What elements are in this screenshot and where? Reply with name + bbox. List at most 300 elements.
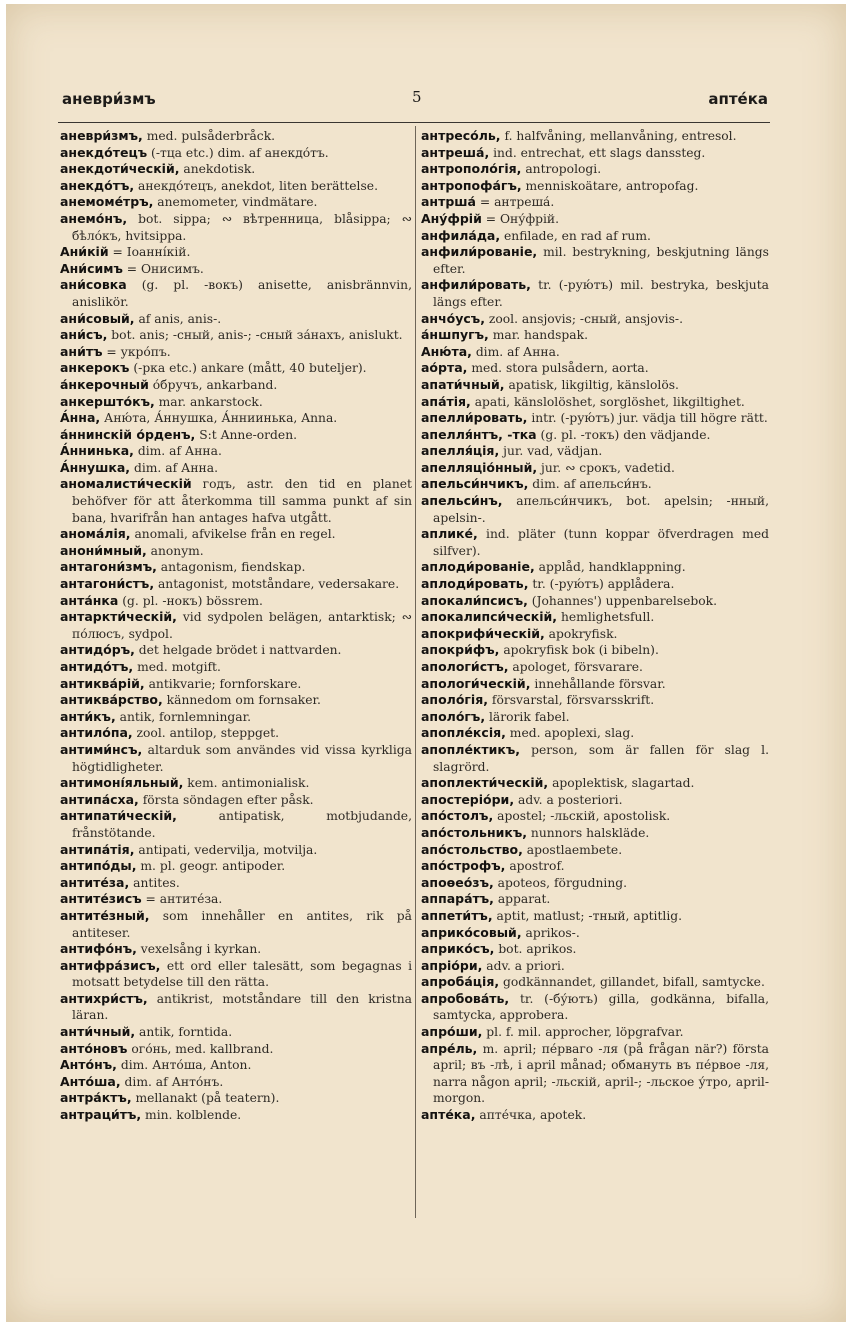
entry-definition: lärorik fabel. — [485, 709, 570, 724]
dictionary-entry — [60, 1074, 412, 1091]
dictionary-entry — [60, 194, 412, 211]
entry-headword: апопле́ктикъ, — [421, 741, 521, 757]
dictionary-entry — [60, 1057, 412, 1074]
entry-definition: (Johannes') uppenbarelsebok. — [527, 593, 718, 608]
dictionary-entry — [60, 394, 412, 411]
entry-definition: antipatisk, motbjudande, frånstötande. — [72, 809, 412, 840]
dictionary-entry — [421, 891, 769, 908]
entry-definition: första söndagen efter påsk. — [138, 792, 314, 807]
entry-headword: антиква́рій, — [60, 675, 145, 691]
entry-headword: антими́нсъ, — [60, 741, 143, 757]
entry-headword: апо́строфъ, — [421, 858, 506, 874]
entry-headword: анфили́рованіе, — [421, 244, 538, 260]
dictionary-entry — [421, 559, 769, 576]
entry-definition: antropologi. — [521, 162, 602, 177]
entry-headword: апроба́ція, — [421, 974, 500, 990]
entry-headword: апокри́фъ, — [421, 642, 500, 658]
entry-definition: годъ, astr. den tid en planet behöfver för att återkomma till samma punkt af sin bana, hvarifrån han antages hafva utgått. — [72, 477, 412, 525]
dictionary-entry — [60, 676, 412, 693]
entry-headword: апельси́нчикъ, — [421, 476, 529, 492]
entry-headword: антите́за, — [60, 874, 130, 890]
entry-headword: анони́мный, — [60, 542, 147, 558]
right-column — [421, 128, 769, 1124]
dictionary-entry — [60, 808, 412, 841]
entry-headword: ани́совка — [60, 277, 127, 293]
entry-definition: = Онисимъ. — [122, 261, 204, 276]
entry-headword: апріо́ри, — [421, 957, 483, 973]
entry-definition: tr. (-рую́тъ) mil. bestryka, beskjuta längs efter. — [433, 278, 769, 309]
entry-headword: аневри́змъ, — [60, 128, 143, 143]
entry-definition: antagonist, motståndare, vedersakare. — [154, 577, 400, 592]
entry-headword: антипати́ческій, — [60, 808, 177, 824]
entry-headword: антипа́сха, — [60, 791, 139, 807]
entry-headword: апо́столъ, — [421, 808, 494, 824]
entry-headword: апо́стольникъ, — [421, 824, 527, 840]
entry-definition: antites. — [129, 875, 180, 890]
dictionary-entry — [421, 825, 769, 842]
entry-definition: (-тца etc.) dim. af анекдо́тъ. — [147, 145, 329, 160]
dictionary-entry — [421, 194, 769, 211]
entry-headword: антите́зный, — [60, 907, 150, 923]
dictionary-entry — [421, 659, 769, 676]
entry-headword: антаркти́ческій, — [60, 609, 177, 625]
entry-headword: апелли́ровать, — [421, 410, 528, 426]
entry-definition: min. kolblende. — [141, 1108, 242, 1123]
dictionary-entry — [60, 427, 412, 444]
entry-headword: А́ннушка, — [60, 459, 131, 475]
dictionary-entry — [421, 410, 769, 427]
dictionary-entry — [421, 178, 769, 195]
dictionary-entry — [421, 742, 769, 775]
dictionary-entry — [60, 891, 412, 908]
entry-headword: апокалипси́ческій, — [421, 609, 558, 625]
dictionary-entry — [60, 476, 412, 526]
dictionary-entry — [421, 311, 769, 328]
entry-definition: godkännandet, gillandet, bifall, samtycke. — [499, 975, 765, 990]
entry-headword: антрша́ — [421, 194, 476, 210]
entry-definition: = антите́за. — [141, 892, 223, 907]
dictionary-entry — [421, 725, 769, 742]
entry-headword: ани́тъ — [60, 343, 103, 359]
dictionary-entry — [60, 692, 412, 709]
dictionary-entry — [421, 775, 769, 792]
entry-headword: Ани́кій — [60, 244, 109, 260]
entry-headword: апологи́стъ, — [421, 659, 509, 674]
dictionary-entry — [60, 775, 412, 792]
entry-definition: dim. af апельси́нъ. — [528, 477, 652, 492]
dictionary-entry — [421, 958, 769, 975]
entry-definition: ого́нь, med. kallbrand. — [127, 1041, 274, 1056]
page-header — [62, 90, 768, 114]
dictionary-entry — [421, 642, 769, 659]
entry-definition: antik, fornlemningar. — [115, 709, 252, 724]
dictionary-entry — [421, 576, 769, 593]
entry-headword: ани́совый, — [60, 310, 135, 326]
entry-definition: intr. (-рую́тъ) jur. vädja till högre rätt. — [527, 411, 768, 426]
entry-definition: apostlaembete. — [522, 842, 623, 857]
entry-definition: med. motgift. — [133, 660, 221, 674]
entry-headword: анкершто́къ, — [60, 393, 155, 409]
entry-definition: antipati, vedervilja, motvilja. — [134, 842, 318, 857]
entry-definition: kännedom om fornsaker. — [162, 693, 321, 708]
dictionary-entry — [421, 692, 769, 709]
entry-definition: apokryfisk bok (i bibeln). — [499, 643, 659, 658]
entry-definition: apparat. — [493, 892, 551, 907]
dictionary-entry — [60, 211, 412, 244]
entry-headword: а́ннинскій о́рденъ, — [60, 426, 196, 442]
entry-headword: апелля́ція, — [421, 443, 500, 459]
entry-headword: аплоди́ровать, — [421, 576, 529, 592]
entry-definition: (g. pl. -нокъ) bössrem. — [118, 593, 263, 608]
entry-headword: а́нкерочный — [60, 376, 149, 392]
entry-headword: апо́стольство, — [421, 841, 523, 857]
entry-definition: dim. af Анна. — [130, 460, 218, 475]
entry-definition: tr. (-бу́ютъ) gilla, godkänna, bifalla, samtycka, approbera. — [433, 991, 769, 1023]
entry-headword: антипа́тія, — [60, 841, 135, 857]
dictionary-entry — [60, 178, 412, 195]
dictionary-entry — [421, 228, 769, 245]
entry-headword: антидо́ръ, — [60, 642, 135, 658]
entry-definition: som innehåller en antites, rik på antiteser. — [72, 908, 412, 940]
entry-headword: А́ннинька, — [60, 443, 134, 459]
entry-headword: а́ншпугъ, — [421, 327, 489, 343]
entry-definition: apokryfisk. — [544, 626, 618, 641]
dictionary-entry — [421, 609, 769, 626]
entry-headword: ани́съ, — [60, 327, 108, 343]
entry-headword: антагони́змъ, — [60, 559, 157, 575]
entry-definition: m. april; пе́рваго -ля (på frågan när?) första april; въ -лѣ, i april månad; обмануть въ пе́рвое -ля, narra någon april; -льскій, april-; -льское у́тро, april-morgon. — [433, 1041, 769, 1106]
dictionary-entry — [60, 792, 412, 809]
entry-definition: kem. antimonialisk. — [183, 776, 310, 791]
entry-headword: аплоди́рованіе, — [421, 559, 535, 575]
entry-headword: антило́па, — [60, 725, 133, 741]
entry-definition: jur. vad, vädjan. — [499, 444, 603, 459]
dictionary-entry — [421, 526, 769, 559]
entry-definition: = Ону́фрій. — [481, 211, 560, 226]
dictionary-entry — [60, 128, 412, 145]
entry-definition: (g. pl. -токъ) den vädjande. — [536, 427, 711, 442]
entry-headword: антипо́ды, — [60, 858, 137, 874]
entry-headword: антифо́нъ, — [60, 941, 137, 957]
dictionary-page — [6, 4, 846, 1322]
entry-headword: анкерокъ — [60, 360, 130, 376]
dictionary-entry — [60, 576, 412, 593]
dictionary-entry — [60, 941, 412, 958]
entry-definition: о́бручъ, ankarband. — [148, 377, 278, 392]
entry-definition: aprikos-. — [521, 925, 580, 940]
entry-definition: person, som är fallen för slag l. slagrörd. — [433, 742, 769, 774]
entry-headword: анемоме́тръ, — [60, 194, 154, 210]
entry-headword: антра́ктъ, — [60, 1090, 132, 1106]
dictionary-entry — [60, 609, 412, 642]
dictionary-entry — [60, 1024, 412, 1041]
entry-headword: анекдо́тъ, — [60, 177, 135, 193]
dictionary-entry — [421, 244, 769, 277]
entry-headword: антите́зисъ — [60, 891, 142, 907]
entry-headword: апельси́нъ, — [421, 493, 503, 509]
entry-definition: mar. ankarstock. — [154, 394, 263, 409]
entry-definition: försvarstal, försvarsskrift. — [488, 693, 655, 708]
entry-definition: (g. pl. -вокъ) anisette, anisbrännvin, anislikör. — [72, 278, 412, 309]
dictionary-entry — [60, 958, 412, 991]
entry-headword: апоѳео́зъ, — [421, 874, 494, 890]
dictionary-entry — [421, 991, 769, 1024]
dictionary-entry — [60, 858, 412, 875]
dictionary-entry — [60, 725, 412, 742]
dictionary-entry — [60, 543, 412, 560]
dictionary-entry — [421, 626, 769, 643]
entry-definition: anomali, afvikelse från en regel. — [130, 527, 336, 542]
dictionary-entry — [60, 377, 412, 394]
entry-headword: априко́совый, — [421, 924, 522, 940]
entry-definition: menniskoätare, antropofag. — [521, 178, 699, 193]
dictionary-entry — [421, 676, 769, 693]
header-left-headword: аневри́змъ — [62, 90, 156, 108]
entry-definition: dim. af Анна. — [133, 444, 222, 459]
dictionary-entry — [421, 344, 769, 361]
dictionary-entry — [421, 709, 769, 726]
dictionary-entry — [60, 244, 412, 261]
entry-definition: adv. a posteriori. — [514, 792, 623, 807]
entry-headword: аполо́гія, — [421, 692, 488, 708]
entry-headword: ао́рта, — [421, 360, 468, 376]
entry-headword: анемо́нъ, — [60, 210, 128, 226]
dictionary-entry — [421, 1107, 769, 1124]
dictionary-entry — [60, 1090, 412, 1107]
dictionary-entry — [60, 642, 412, 659]
entry-headword: А́нна, — [60, 410, 101, 426]
entry-headword: апологи́ческій, — [421, 675, 531, 691]
dictionary-entry — [60, 277, 412, 310]
entry-definition: анекдо́тецъ, anekdot, liten berättelse. — [134, 178, 378, 193]
dictionary-entry — [421, 460, 769, 477]
entry-definition: antagonism, fiendskap. — [156, 560, 306, 575]
dictionary-entry — [421, 1024, 769, 1041]
entry-headword: антреша́, — [421, 144, 490, 160]
entry-headword: апро́ши, — [421, 1024, 483, 1040]
dictionary-entry — [60, 145, 412, 162]
entry-definition: med. stora pulsådern, aorta. — [467, 361, 649, 376]
dictionary-entry — [60, 1041, 412, 1058]
entry-definition: enfilade, en rad af rum. — [500, 228, 651, 243]
dictionary-entry — [60, 443, 412, 460]
dictionary-entry — [421, 427, 769, 444]
entry-definition: med. pulsåderbråck. — [142, 129, 276, 143]
entry-definition: jur. ∾ срокъ, vadetid. — [537, 460, 675, 475]
entry-headword: анекдо́тецъ — [60, 144, 148, 160]
entry-definition: = укро́пъ. — [102, 344, 171, 359]
entry-definition: ett ord eller talesätt, som begagnas i motsatt betydelse till den rätta. — [72, 958, 412, 990]
dictionary-entry — [60, 526, 412, 543]
entry-headword: антихри́стъ, — [60, 990, 148, 1006]
entry-headword: анто́новъ — [60, 1040, 128, 1056]
entry-definition: nunnors halskläde. — [526, 825, 650, 840]
entry-headword: антраци́тъ, — [60, 1107, 142, 1123]
entry-definition: bot. aprikos. — [494, 942, 577, 957]
dictionary-entry — [421, 145, 769, 162]
dictionary-entry — [60, 659, 412, 676]
entry-definition: bot. sippa; ∾ вѣтренница, blåsippa; ∾ бѣло́къ, hvitsippa. — [72, 211, 412, 243]
entry-headword: анфила́да, — [421, 227, 501, 243]
entry-headword: антресо́ль, — [421, 128, 501, 143]
entry-definition: applåd, handklappning. — [534, 560, 686, 575]
entry-headword: Ани́симъ — [60, 260, 123, 276]
entry-definition: ind. entrechat, ett slags danssteg. — [489, 145, 706, 160]
dictionary-entry — [60, 709, 412, 726]
entry-headword: апокали́псисъ, — [421, 592, 528, 608]
entry-headword: антидо́тъ, — [60, 659, 134, 674]
entry-headword: апостеріо́ри, — [421, 791, 515, 807]
entry-headword: априко́съ, — [421, 941, 495, 957]
entry-headword: аполо́гъ, — [421, 708, 486, 724]
header-right-headword: апте́ка — [708, 90, 768, 108]
dictionary-entry — [421, 1041, 769, 1107]
dictionary-entry — [421, 925, 769, 942]
dictionary-entry — [421, 593, 769, 610]
entry-headword: антрополо́гія, — [421, 161, 522, 177]
entry-headword: Анто́нъ, — [60, 1057, 117, 1073]
entry-definition: dim. af Анто́нъ. — [120, 1074, 224, 1089]
entry-headword: апокрифи́ческій, — [421, 625, 545, 641]
entry-definition: Аню́та, А́ннушка, А́нниинька, Anna. — [100, 411, 338, 426]
entry-definition: altarduk som användes vid vissa kyrkliga högtidligheter. — [72, 742, 412, 774]
dictionary-entry — [421, 277, 769, 310]
entry-definition: апельси́нчикъ, bot. apelsin; -нный, apelsin-. — [433, 494, 769, 525]
entry-definition: af anis, anis-. — [134, 311, 222, 326]
entry-definition: anonym. — [146, 543, 204, 558]
dictionary-entry — [421, 128, 769, 145]
entry-headword: Анто́ша, — [60, 1073, 121, 1089]
dictionary-entry — [60, 161, 412, 178]
dictionary-entry — [60, 875, 412, 892]
page-number: 5 — [412, 88, 422, 106]
entry-headword: анти́чный, — [60, 1024, 136, 1040]
entry-headword: анти́къ, — [60, 708, 116, 724]
dictionary-entry — [421, 327, 769, 344]
dictionary-entry — [421, 808, 769, 825]
entry-definition: anekdotisk. — [179, 162, 256, 177]
dictionary-entry — [421, 792, 769, 809]
entry-definition: apati, känslolöshet, sorglöshet, likgiltighet. — [470, 394, 745, 409]
entry-headword: аппара́тъ, — [421, 891, 494, 907]
dictionary-entry — [421, 908, 769, 925]
column-separator — [415, 126, 416, 1218]
dictionary-entry — [60, 261, 412, 278]
entry-definition: m. pl. geogr. antipoder. — [136, 859, 286, 874]
entry-definition: aptit, matlust; -тный, aptitlig. — [492, 908, 683, 923]
entry-headword: аппети́тъ, — [421, 907, 493, 923]
dictionary-entry — [60, 908, 412, 941]
dictionary-entry — [60, 460, 412, 477]
entry-headword: антиква́рство, — [60, 692, 163, 708]
dictionary-entry — [60, 311, 412, 328]
entry-headword: апре́ль, — [421, 1040, 478, 1056]
entry-definition: apoteos, förgudning. — [493, 875, 628, 890]
entry-definition: apoplektisk, slagartad. — [548, 776, 695, 791]
entry-headword: апопле́ксія, — [421, 725, 506, 741]
entry-headword: антимоні́яльный, — [60, 775, 184, 791]
dictionary-entry — [60, 1107, 412, 1124]
entry-definition: S:t Anne-orden. — [195, 427, 298, 442]
entry-definition: adv. a priori. — [482, 958, 565, 973]
entry-definition: antik, forntida. — [135, 1025, 233, 1040]
entry-definition: (-рка etc.) ankare (mått, 40 buteljer). — [129, 361, 367, 376]
entry-headword: антропофа́гъ, — [421, 177, 522, 193]
entry-definition: ind. pläter (tunn koppar öfverdragen med silfver). — [433, 527, 769, 558]
entry-headword: апа́тія, — [421, 393, 471, 409]
entry-definition: med. apoplexi, slag. — [505, 726, 635, 741]
dictionary-entry — [60, 344, 412, 361]
entry-definition: vid sydpolen belägen, antarktisk; ∾ по́люсъ, sydpol. — [72, 610, 412, 641]
entry-headword: антифра́зисъ, — [60, 957, 161, 973]
entry-definition: dim. Анто́ша, Anton. — [116, 1058, 252, 1073]
left-column — [60, 128, 412, 1124]
entry-definition: zool. ansjovis; -сный, ansjovis-. — [484, 311, 683, 326]
entry-headword: антагони́стъ, — [60, 576, 155, 592]
entry-definition: apostel; -льскій, apostolisk. — [493, 809, 671, 824]
entry-definition: pl. f. mil. approcher, löpgrafvar. — [482, 1025, 684, 1040]
dictionary-entry — [421, 974, 769, 991]
entry-definition: vexelsång i kyrkan. — [136, 942, 262, 957]
entry-headword: анома́лія, — [60, 526, 131, 542]
entry-headword: анта́нка — [60, 592, 119, 608]
entry-headword: анчо́усъ, — [421, 310, 485, 326]
dictionary-entry — [60, 327, 412, 344]
dictionary-entry — [60, 742, 412, 775]
dictionary-entry — [421, 377, 769, 394]
entry-headword: апати́чный, — [421, 376, 505, 392]
dictionary-entry — [60, 559, 412, 576]
dictionary-entry — [421, 161, 769, 178]
entry-definition: apostrof. — [505, 859, 565, 874]
dictionary-entry — [421, 443, 769, 460]
entry-definition: = Іоанні́кій. — [108, 245, 191, 260]
dictionary-entry — [421, 394, 769, 411]
dictionary-entry — [60, 991, 412, 1024]
dictionary-entry — [60, 842, 412, 859]
dictionary-entry — [421, 875, 769, 892]
entry-definition: mellanakt (på teatern). — [131, 1091, 280, 1106]
entry-definition: bot. anis; -сный, anis-; -сный за́нахъ, anislukt. — [107, 328, 403, 343]
entry-definition: апте́чка, apotek. — [475, 1108, 587, 1123]
dictionary-entry — [421, 493, 769, 526]
entry-definition: det helgade brödet i nattvarden. — [134, 643, 342, 658]
entry-headword: Аню́та, — [421, 343, 472, 359]
dictionary-entry — [60, 360, 412, 377]
dictionary-entry — [421, 476, 769, 493]
entry-definition: dim. af Анна. — [471, 344, 560, 359]
entry-headword: Ану́фрій — [421, 210, 482, 226]
entry-definition: antikrist, motståndare till den kristna läran. — [72, 991, 412, 1023]
entry-definition: antikvarie; fornforskare. — [144, 676, 302, 691]
entry-headword: анекдоти́ческій, — [60, 161, 180, 177]
entry-definition: innehållande försvar. — [530, 676, 666, 691]
dictionary-entry — [421, 211, 769, 228]
entry-definition: zool. antilop, steppget. — [132, 726, 280, 741]
entry-headword: апте́ка, — [421, 1107, 476, 1123]
entry-headword: апелля́нтъ, -тка — [421, 426, 537, 442]
dictionary-entry — [421, 858, 769, 875]
entry-definition: hemlighetsfull. — [557, 610, 655, 625]
header-rule — [58, 122, 770, 123]
dictionary-entry — [421, 360, 769, 377]
dictionary-entry — [421, 941, 769, 958]
dictionary-entry — [60, 593, 412, 610]
entry-definition: mil. bestrykning, beskjutning längs efter. — [433, 245, 769, 276]
entry-headword: анфили́ровать, — [421, 277, 531, 293]
entry-headword: апелляціо́нный, — [421, 459, 538, 475]
entry-definition: mar. handspak. — [488, 328, 588, 343]
